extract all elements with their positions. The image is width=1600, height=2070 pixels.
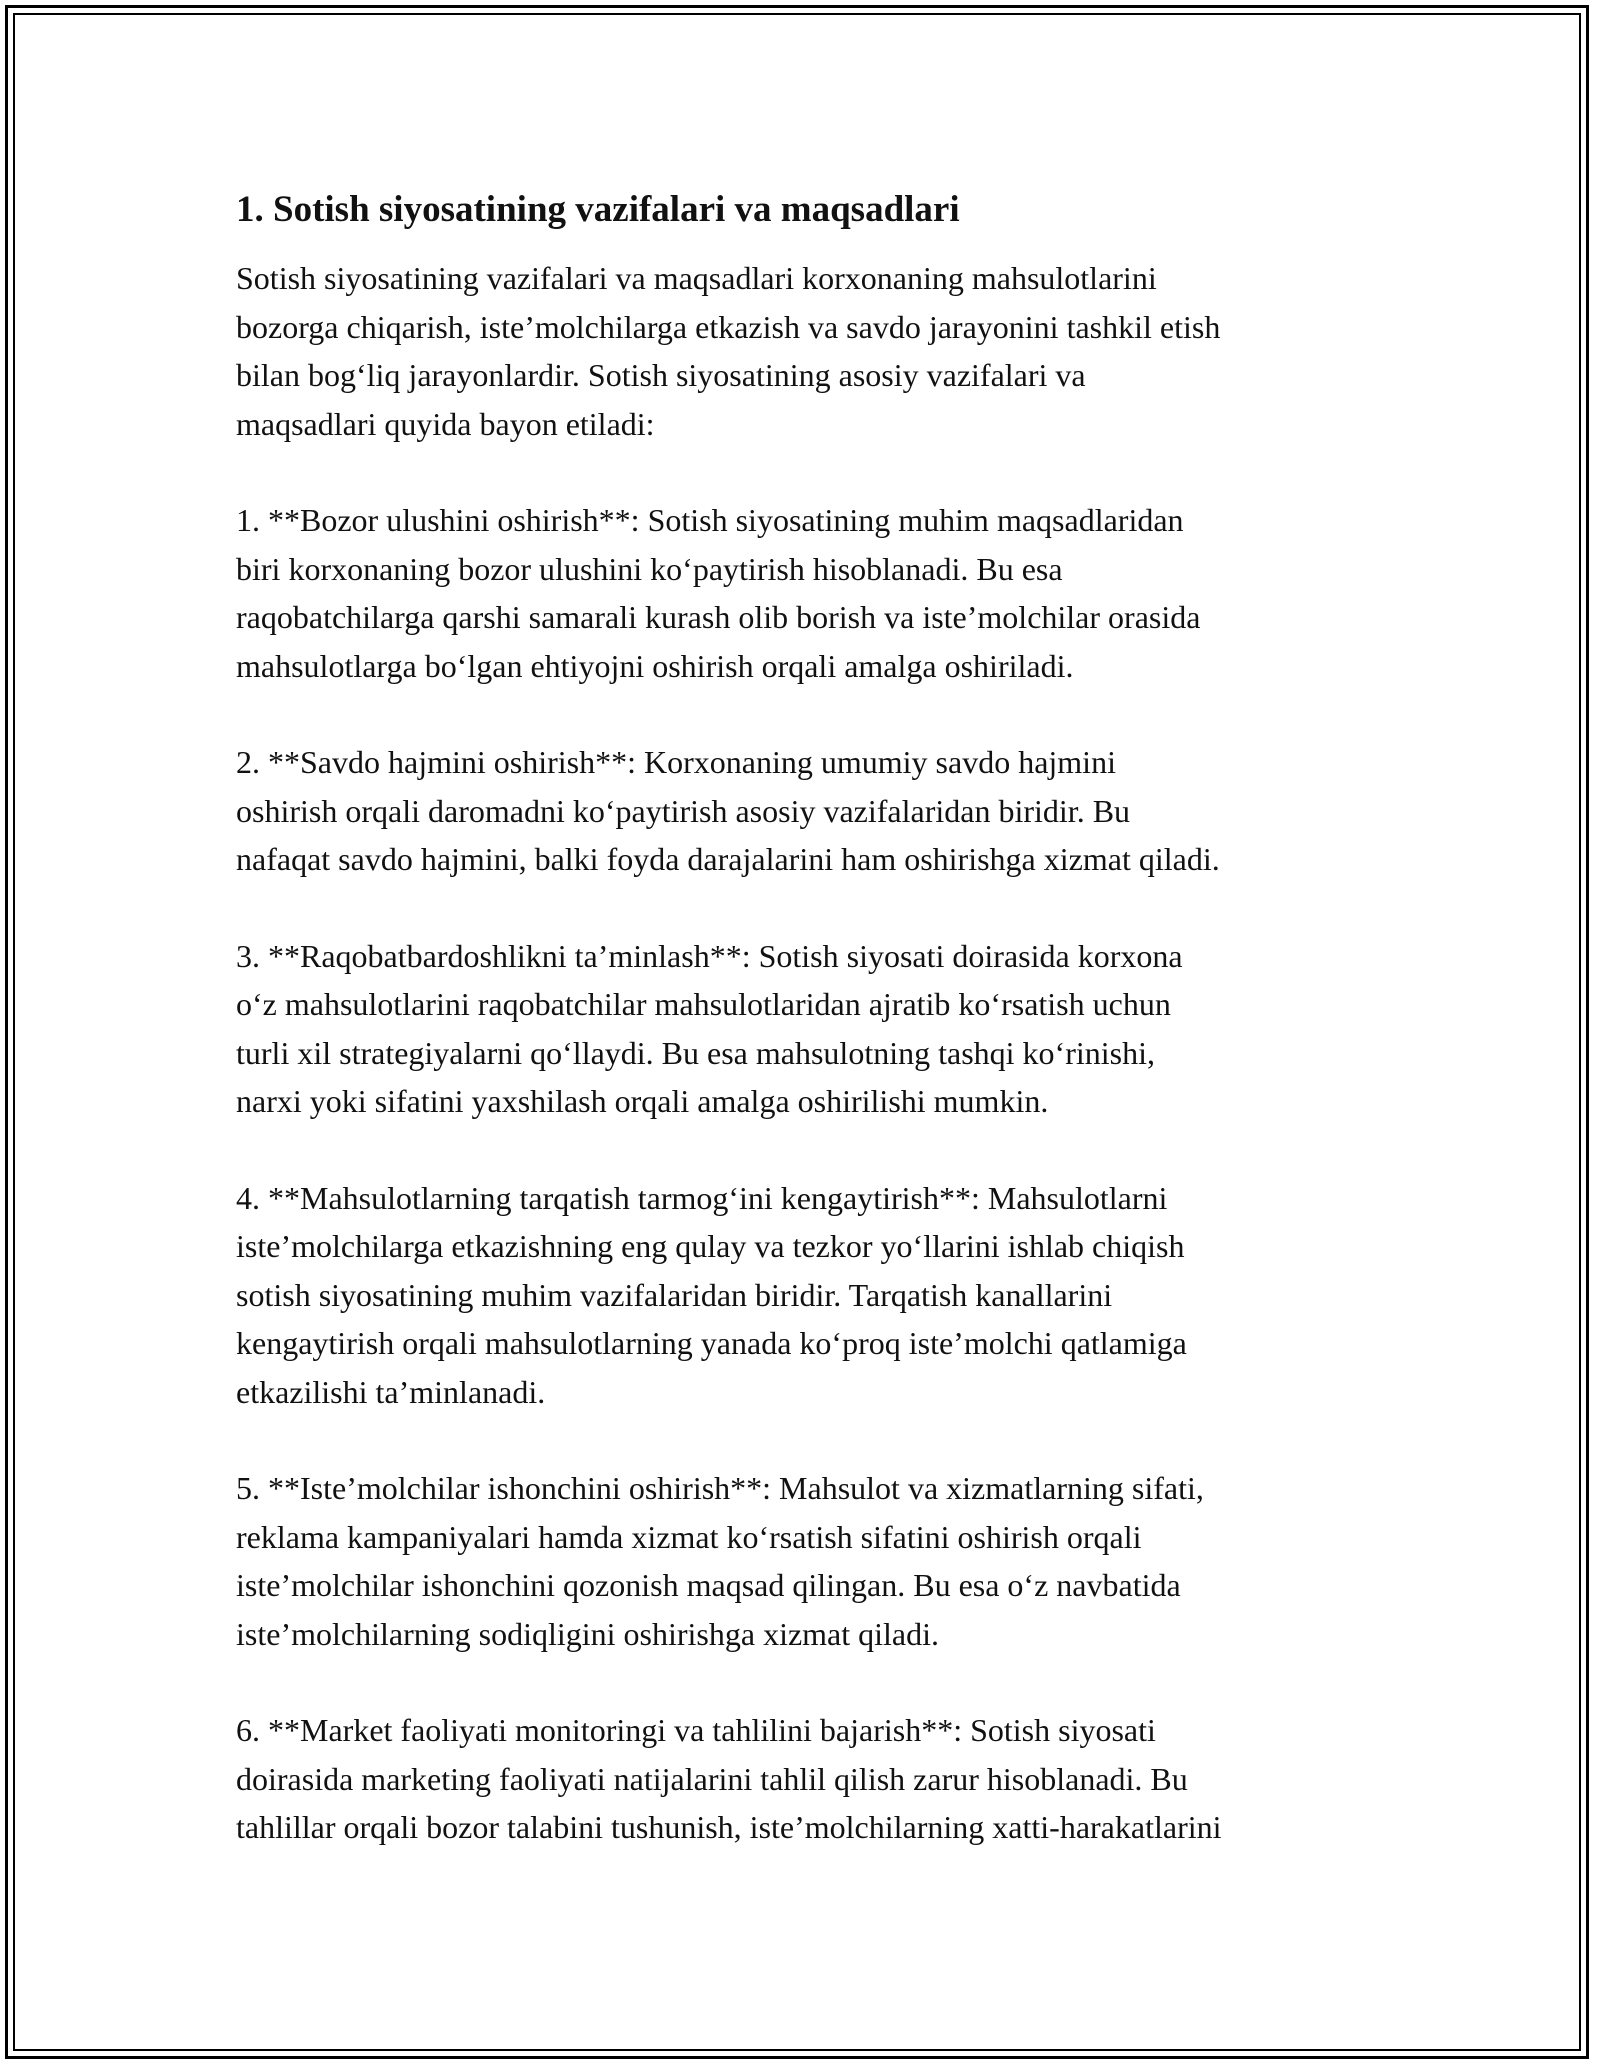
document-title: 1. Sotish siyosatining vazifalari va maqsadlari <box>236 189 960 230</box>
text-line: reklama kampaniyalari hamda xizmat ko‘rsatish sifatini oshirish orqali <box>236 1518 1142 1555</box>
text-line: bilan bog‘liq jarayonlardir. Sotish siyosatining asosiy vazifalari va <box>236 357 1086 394</box>
text-line: iste’molchilarning sodiqligini oshirishga xizmat qiladi. <box>236 1615 940 1652</box>
list-item-paragraph <box>236 1706 1376 1852</box>
document-body <box>236 186 1376 1900</box>
text-line: iste’molchilarga etkazishning eng qulay va tezkor yo‘llarini ishlab chiqish <box>236 1228 1185 1265</box>
text-line: nafaqat savdo hajmini, balki foyda darajalarini ham oshirishga xizmat qiladi. <box>236 841 1220 878</box>
text-line: 3. **Raqobatbardoshlikni ta’minlash**: Sotish siyosati doirasida korxona <box>236 937 1183 974</box>
text-line: iste’molchilar ishonchini qozonish maqsad qilingan. Bu esa o‘z navbatida <box>236 1567 1181 1604</box>
text-line: tahlillar orqali bozor talabini tushunish, iste’molchilarning xatti-harakatlarini <box>236 1809 1222 1846</box>
list-item-paragraph <box>236 496 1376 690</box>
text-line: bozorga chiqarish, iste’molchilarga etkazish va savdo jarayonini tashkil etish <box>236 308 1221 345</box>
text-line: Sotish siyosatining vazifalari va maqsadlari korxonaning mahsulotlarini <box>236 260 1157 297</box>
text-line: 4. **Mahsulotlarning tarqatish tarmog‘ini kengaytirish**: Mahsulotlarni <box>236 1179 1168 1216</box>
intro-paragraph <box>236 254 1376 448</box>
text-line: biri korxonaning bozor ulushini ko‘paytirish hisoblanadi. Bu esa <box>236 550 1063 587</box>
text-line: etkazilishi ta’minlanadi. <box>236 1373 546 1410</box>
text-line: turli xil strategiyalarni qo‘llaydi. Bu esa mahsulotning tashqi ko‘rinishi, <box>236 1034 1155 1071</box>
list-item-paragraph <box>236 1174 1376 1417</box>
text-line: kengaytirish orqali mahsulotlarning yanada ko‘proq iste’molchi qatlamiga <box>236 1325 1187 1362</box>
text-line: 1. **Bozor ulushini oshirish**: Sotish siyosatining muhim maqsadlaridan <box>236 502 1184 539</box>
text-line: sotish siyosatining muhim vazifalaridan biridir. Tarqatish kanallarini <box>236 1276 1113 1313</box>
text-line: mahsulotlarga bo‘lgan ehtiyojni oshirish orqali amalga oshiriladi. <box>236 647 1074 684</box>
text-line: o‘z mahsulotlarini raqobatchilar mahsulotlaridan ajratib ko‘rsatish uchun <box>236 986 1171 1023</box>
text-line: 5. **Iste’molchilar ishonchini oshirish**: Mahsulot va xizmatlarning sifati, <box>236 1470 1204 1507</box>
text-line: doirasida marketing faoliyati natijalarini tahlil qilish zarur hisoblanadi. Bu <box>236 1760 1188 1797</box>
paragraph-list <box>236 254 1376 1852</box>
text-line: oshirish orqali daromadni ko‘paytirish asosiy vazifalaridan biridir. Bu <box>236 792 1131 829</box>
text-line: raqobatchilarga qarshi samarali kurash olib borish va iste’molchilar orasida <box>236 599 1201 636</box>
text-line: narxi yoki sifatini yaxshilash orqali amalga oshirilishi mumkin. <box>236 1083 1049 1120</box>
list-item-paragraph <box>236 738 1376 884</box>
list-item-paragraph <box>236 932 1376 1126</box>
list-item-paragraph <box>236 1464 1376 1658</box>
text-line: 6. **Market faoliyati monitoringi va tahlilini bajarish**: Sotish siyosati <box>236 1712 1156 1749</box>
text-line: maqsadlari quyida bayon etiladi: <box>236 405 655 442</box>
text-line: 2. **Savdo hajmini oshirish**: Korxonaning umumiy savdo hajmini <box>236 744 1116 781</box>
